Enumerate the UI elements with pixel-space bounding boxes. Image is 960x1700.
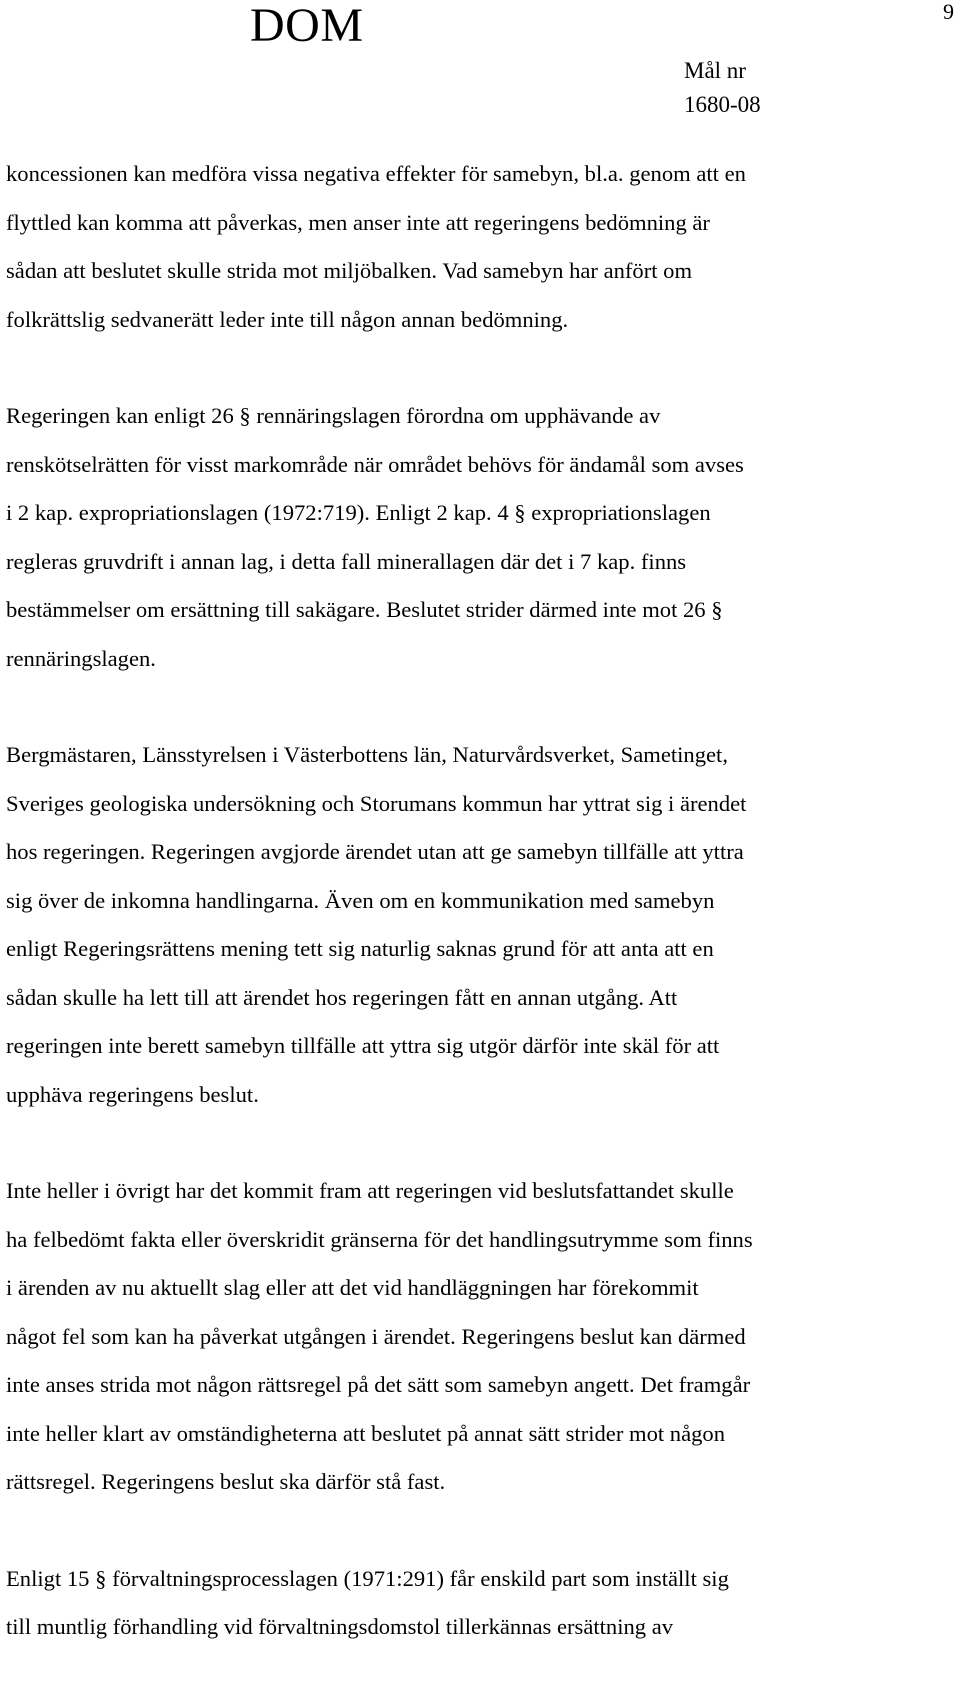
document-body bbox=[6, 150, 942, 1700]
text-line: sådan skulle ha lett till att ärendet hos regeringen fått en annan utgång. Att bbox=[6, 984, 678, 1010]
paragraph-2 bbox=[6, 392, 942, 683]
text-line: sådan att beslutet skulle strida mot miljöbalken. Vad samebyn har anfört om bbox=[6, 258, 693, 283]
paragraph-5 bbox=[6, 1555, 942, 1652]
text-line: rättsregel. Regeringens beslut ska därför stå fast. bbox=[6, 1469, 446, 1494]
text-line: något fel som kan ha påverkat utgången i ärendet. Regeringens beslut kan därmed bbox=[6, 1323, 746, 1349]
text-line: till muntlig förhandling vid förvaltningsdomstol tillerkännas ersättning av bbox=[6, 1614, 674, 1639]
text-line: flyttled kan komma att påverkas, men anser inte att regeringens bedömning är bbox=[6, 209, 710, 235]
text-line: regleras gruvdrift i annan lag, i detta fall minerallagen där det i 7 kap. finns bbox=[6, 548, 687, 574]
text-line: Sveriges geologiska undersökning och Storumans kommun har yttrat sig i ärendet bbox=[6, 790, 747, 816]
paragraph-1 bbox=[6, 150, 942, 344]
text-line: koncessionen kan medföra vissa negativa effekter för samebyn, bl.a. genom att en bbox=[6, 161, 746, 186]
document-title: DOM bbox=[250, 0, 364, 52]
text-line: sig över de inkomna handlingarna. Även om en kommunikation med samebyn bbox=[6, 887, 715, 913]
text-line: inte heller klart av omständigheterna att beslutet på annat sätt strider mot någon bbox=[6, 1420, 726, 1446]
text-line: folkrättslig sedvanerätt leder inte till någon annan bedömning. bbox=[6, 306, 569, 332]
text-line: renskötselrätten för visst markområde när området behövs för ändamål som avses bbox=[6, 451, 744, 477]
text-line: upphäva regeringens beslut. bbox=[6, 1081, 259, 1107]
page-number: 9 bbox=[943, 0, 954, 24]
case-number: 1680-08 bbox=[684, 92, 761, 117]
case-number-label: Mål nr bbox=[684, 58, 746, 83]
text-line: i 2 kap. expropriationslagen (1972:719). Enligt 2 kap. 4 § expropriationslagen bbox=[6, 500, 711, 525]
text-line: inte anses strida mot någon rättsregel på det sätt som samebyn angett. Det framgår bbox=[6, 1372, 751, 1397]
text-line: enligt Regeringsrättens mening tett sig naturlig saknas grund för att anta att en bbox=[6, 936, 714, 961]
text-line: i ärenden av nu aktuellt slag eller att det vid handläggningen har förekommit bbox=[6, 1275, 699, 1300]
text-line: rennäringslagen. bbox=[6, 645, 156, 671]
text-line: Inte heller i övrigt har det kommit fram att regeringen vid beslutsfattandet skulle bbox=[6, 1178, 734, 1203]
text-line: Regeringen kan enligt 26 § rennäringslagen förordna om upphävande av bbox=[6, 403, 661, 428]
paragraph-3 bbox=[6, 731, 942, 1119]
paragraph-4 bbox=[6, 1167, 942, 1507]
text-line: regeringen inte berett samebyn tillfälle att yttra sig utgör därför inte skäl för att bbox=[6, 1033, 720, 1058]
text-line: Bergmästaren, Länsstyrelsen i Västerbottens län, Naturvårdsverket, Sametinget, bbox=[6, 742, 728, 767]
text-line: hos regeringen. Regeringen avgjorde ärendet utan att ge samebyn tillfälle att yttra bbox=[6, 839, 744, 864]
text-line: bestämmelser om ersättning till sakägare. Beslutet strider därmed inte mot 26 § bbox=[6, 597, 723, 622]
text-line: ha felbedömt fakta eller överskridit gränserna för det handlingsutrymme som finns bbox=[6, 1226, 753, 1252]
text-line: Enligt 15 § förvaltningsprocesslagen (1971:291) får enskild part som inställt sig bbox=[6, 1565, 729, 1591]
